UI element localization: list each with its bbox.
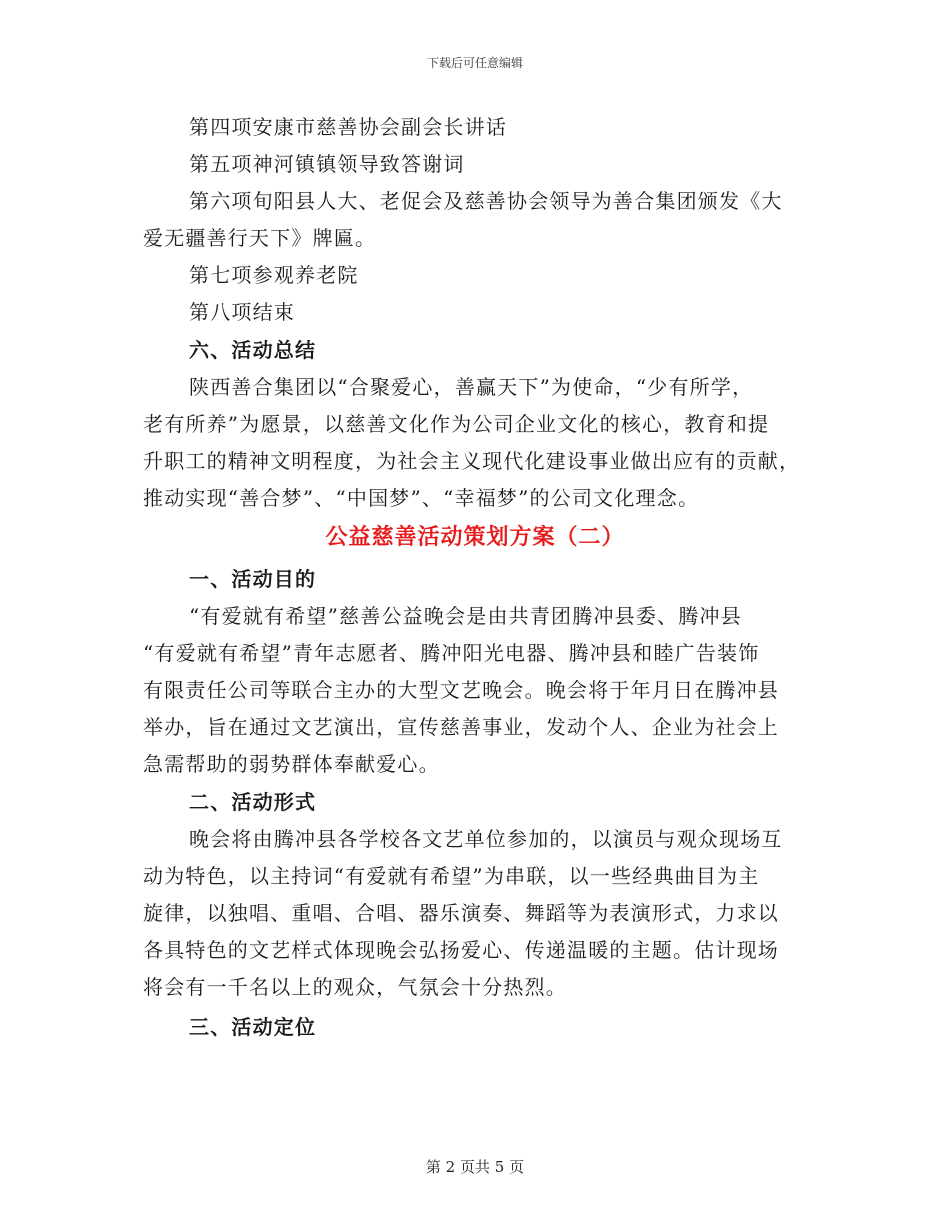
program-item-7: 第七项参观养老院 xyxy=(189,263,359,287)
program-item-6-line-2: 爱无疆善行天下》牌匾。 xyxy=(143,226,377,250)
purpose-paragraph-line: 举办，旨在通过文艺演出，宣传慈善事业，发动个人、企业为社会上 xyxy=(143,715,779,739)
purpose-paragraph-line: “有爱就有希望”慈善公益晚会是由共青团腾冲县委、腾冲县 xyxy=(189,604,742,628)
summary-heading: 六、活动总结 xyxy=(189,338,317,362)
form-paragraph-line: 将会有一千名以上的观众，气氛会十分热烈。 xyxy=(143,975,567,999)
purpose-heading: 一、活动目的 xyxy=(189,567,317,591)
program-item-6-line-1: 第六项旬阳县人大、老促会及慈善协会领导为善合集团颁发《大 xyxy=(189,189,783,213)
plan-title: 公益慈善活动策划方案（二） xyxy=(325,524,625,550)
form-paragraph-line: 晚会将由腾冲县各学校各文艺单位参加的，以演员与观众现场互 xyxy=(189,827,783,851)
summary-paragraph-line: 推动实现“善合梦”、“中国梦”、“幸福梦”的公司文化理念。 xyxy=(143,486,700,510)
form-heading: 二、活动形式 xyxy=(189,790,317,814)
form-paragraph-line: 旋律，以独唱、重唱、合唱、器乐演奏、舞蹈等为表演形式，力求以 xyxy=(143,901,779,925)
purpose-paragraph-line: 有限责任公司等联合主办的大型文艺晚会。晚会将于年月日在腾冲县 xyxy=(143,678,779,702)
summary-paragraph-line: 升职工的精神文明程度，为社会主义现代化建设事业做出应有的贡献， xyxy=(143,449,801,473)
page-header: 下载后可任意编辑 xyxy=(426,56,523,70)
page-number: 第 2 页共 5 页 xyxy=(425,1158,525,1176)
purpose-paragraph-line: “有爱就有希望”青年志愿者、腾冲阳光电器、腾冲县和睦广告装饰 xyxy=(143,641,760,665)
position-heading: 三、活动定位 xyxy=(189,1015,317,1039)
program-item-4: 第四项安康市慈善协会副会长讲话 xyxy=(189,115,507,139)
summary-paragraph-line: 老有所养”为愿景，以慈善文化作为公司企业文化的核心，教育和提 xyxy=(143,412,770,436)
form-paragraph-line: 动为特色，以主持词“有爱就有希望”为串联，以一些经典曲目为主 xyxy=(143,864,760,888)
summary-paragraph-line: 陕西善合集团以“合聚爱心，善赢天下”为使命，“少有所学， xyxy=(189,375,754,399)
purpose-paragraph-line: 急需帮助的弱势群体奉献爱心。 xyxy=(143,752,440,776)
form-paragraph-line: 各具特色的文艺样式体现晚会弘扬爱心、传递温暖的主题。估计现场 xyxy=(143,938,779,962)
program-item-5: 第五项神河镇镇领导致答谢词 xyxy=(189,152,465,176)
program-item-8: 第八项结束 xyxy=(189,300,295,324)
